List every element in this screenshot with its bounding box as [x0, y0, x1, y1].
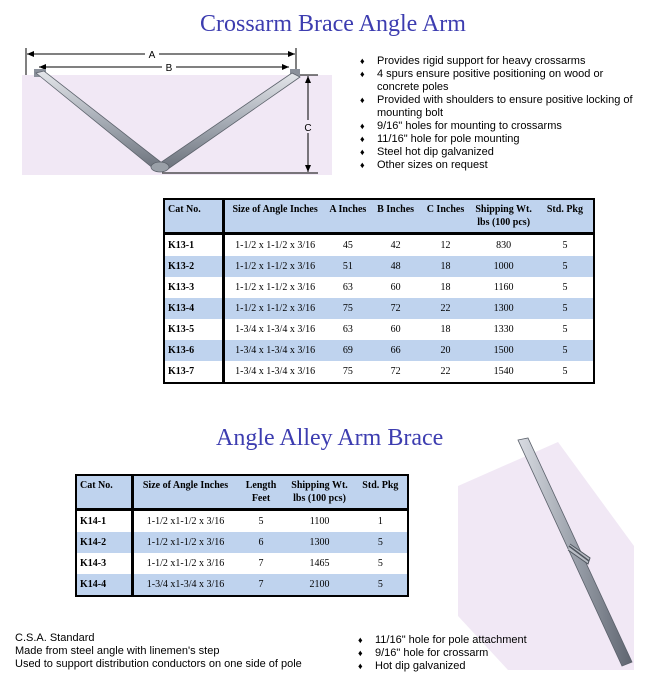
- diamond-bullet-icon: ♦: [360, 56, 365, 66]
- col-c: C Inches: [421, 200, 471, 235]
- diamond-bullet-icon: ♦: [358, 661, 363, 671]
- table-row: K14-4 1-3/4 x1-3/4 x 3/16 7 2100 5: [77, 574, 407, 595]
- col-b: B Inches: [371, 200, 421, 235]
- col-shipping: Shipping Wt. lbs (100 pcs): [470, 200, 536, 235]
- dimension-c-label: C: [304, 123, 312, 134]
- dimension-b-label: B: [165, 63, 173, 74]
- crossarm-brace-image: [22, 45, 332, 185]
- feature-item: ♦ Other sizes on request: [360, 159, 488, 171]
- diamond-bullet-icon: ♦: [360, 69, 365, 79]
- col-cat-no: Cat No.: [165, 200, 225, 235]
- table-row: K13-6 1-3/4 x 1-3/4 x 3/16 69 66 20 1500 5: [165, 340, 593, 361]
- table-row: K13-5 1-3/4 x 1-3/4 x 3/16 63 60 18 1330 5: [165, 319, 593, 340]
- note-line: Used to support distribution conductors on one side of pole: [15, 658, 302, 670]
- diamond-bullet-icon: ♦: [360, 121, 365, 131]
- table-row: K13-2 1-1/2 x 1-1/2 x 3/16 51 48 18 1000 5: [165, 256, 593, 277]
- dimension-a-label: A: [148, 50, 156, 61]
- feature-item: ♦ Steel hot dip galvanized: [360, 146, 494, 158]
- table-row: K13-7 1-3/4 x 1-3/4 x 3/16 75 72 22 1540 5: [165, 361, 593, 382]
- alley-arm-spec-table: [75, 474, 409, 597]
- table-row: K14-3 1-1/2 x1-1/2 x 3/16 7 1465 5: [77, 553, 407, 574]
- table-header-row: [165, 200, 593, 235]
- diamond-bullet-icon: ♦: [360, 95, 365, 105]
- feature-item: ♦ 4 spurs ensure positive positioning on wood or concrete poles: [360, 68, 604, 93]
- diamond-bullet-icon: ♦: [358, 635, 363, 645]
- col-cat-no: Cat No.: [77, 476, 134, 511]
- table-row: K13-3 1-1/2 x 1-1/2 x 3/16 63 60 18 1160 5: [165, 277, 593, 298]
- crossarm-features-list: [358, 55, 643, 172]
- alley-arm-title: Angle Alley Arm Brace: [216, 425, 444, 451]
- alley-arm-notes: [15, 632, 302, 671]
- feature-item: ♦ Provided with shoulders to ensure positive locking of mounting bolt: [360, 94, 633, 119]
- col-size: Size of Angle Inches: [134, 476, 236, 511]
- alley-arm-features-list: [356, 634, 646, 673]
- diamond-bullet-icon: ♦: [360, 147, 365, 157]
- note-line: Made from steel angle with linemen's step: [15, 645, 220, 657]
- col-shipping: Shipping Wt. lbs (100 pcs): [285, 476, 353, 511]
- table-header-row: [77, 476, 407, 511]
- table-row: K13-4 1-1/2 x 1-1/2 x 3/16 75 72 22 1300 5: [165, 298, 593, 319]
- col-a: A Inches: [325, 200, 371, 235]
- table-row: K14-1 1-1/2 x1-1/2 x 3/16 5 1100 1: [77, 511, 407, 532]
- crossarm-spec-table: [163, 198, 595, 384]
- diamond-bullet-icon: ♦: [358, 648, 363, 658]
- col-std-pkg: Std. Pkg: [354, 476, 407, 511]
- crossarm-brace-title: Crossarm Brace Angle Arm: [200, 11, 466, 37]
- feature-item: ♦ Hot dip galvanized: [358, 660, 466, 672]
- feature-item: ♦ 9/16" hole for crossarm: [358, 647, 489, 659]
- col-length: Length Feet: [237, 476, 286, 511]
- col-size: Size of Angle Inches: [225, 200, 325, 235]
- table-row: K14-2 1-1/2 x1-1/2 x 3/16 6 1300 5: [77, 532, 407, 553]
- col-std-pkg: Std. Pkg: [537, 200, 593, 235]
- feature-item: ♦ 11/16" hole for pole mounting: [360, 133, 520, 145]
- table-row: K13-1 1-1/2 x 1-1/2 x 3/16 45 42 12 830 5: [165, 235, 593, 256]
- note-line: C.S.A. Standard: [15, 632, 95, 644]
- diamond-bullet-icon: ♦: [360, 160, 365, 170]
- feature-item: ♦ 11/16" hole for pole attachment: [358, 634, 527, 646]
- feature-item: ♦ 9/16" holes for mounting to crossarms: [360, 120, 562, 132]
- diamond-bullet-icon: ♦: [360, 134, 365, 144]
- feature-item: ♦ Provides rigid support for heavy crossarms: [360, 55, 586, 67]
